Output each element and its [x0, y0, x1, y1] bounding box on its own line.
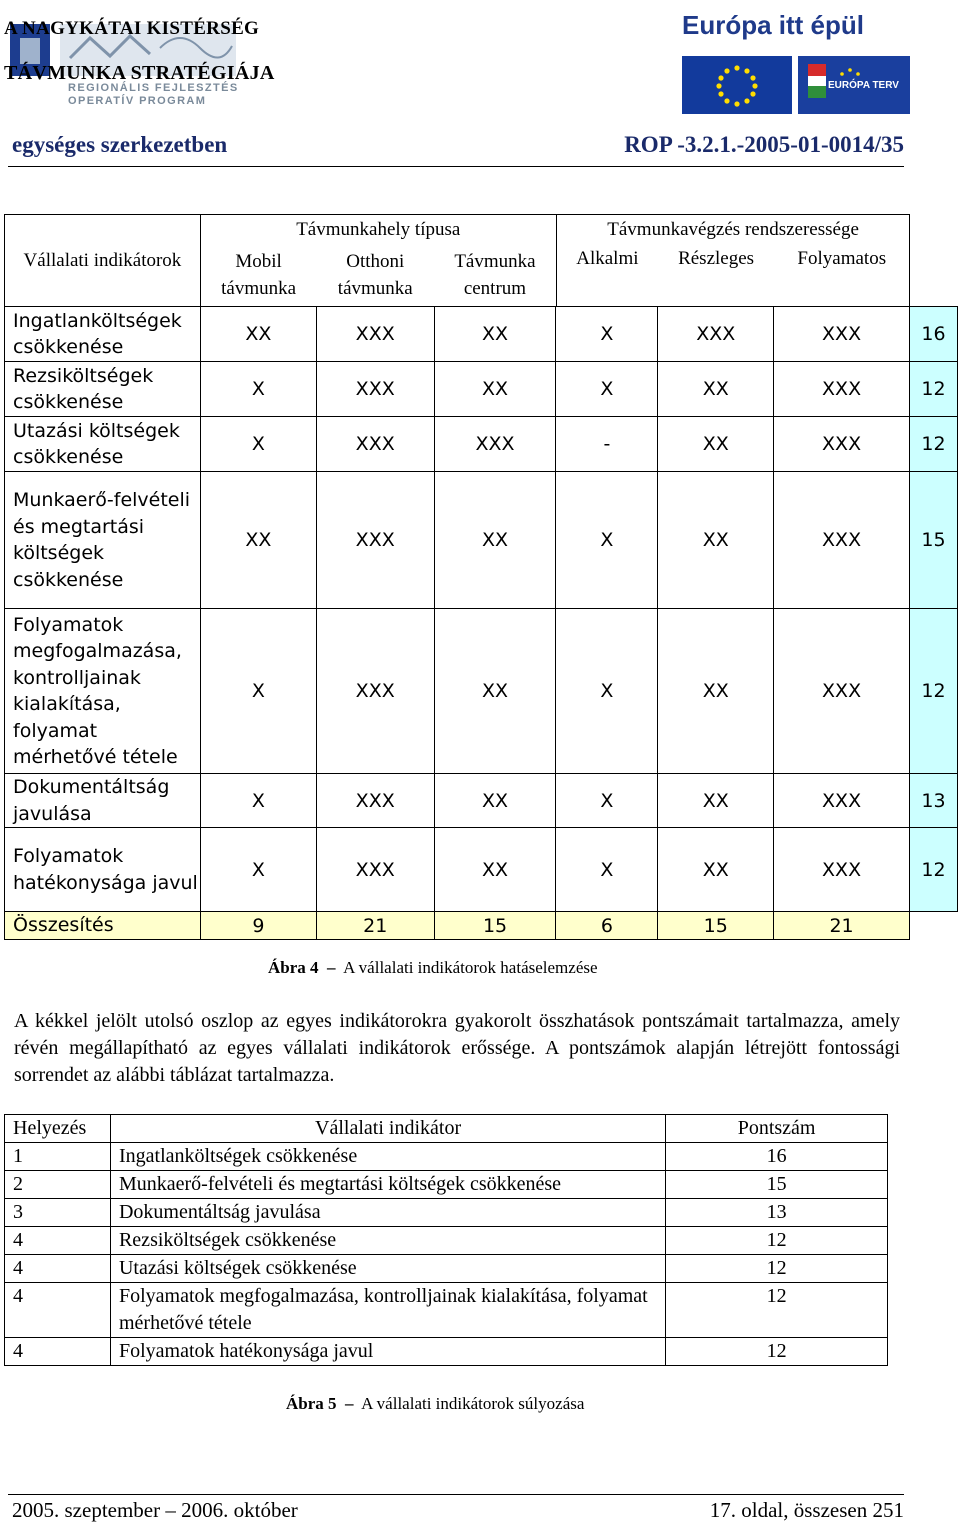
- eu-flag-icon: [682, 56, 792, 114]
- table2-row: [5, 1199, 888, 1227]
- table1-summary-label: Összesítés: [5, 912, 201, 940]
- table1-score-cell: 13: [909, 774, 957, 828]
- table1-row-label: Rezsiköltségek csökkenése: [5, 362, 201, 417]
- table1-cell: XXX: [316, 472, 434, 609]
- table2-score-cell: 16: [666, 1143, 888, 1171]
- ranking-table: [4, 1114, 888, 1366]
- figure5-number: Ábra 5: [286, 1394, 337, 1413]
- table2-row: [5, 1338, 888, 1366]
- table1-group-header-regularity: Távmunkavégzés rendszeressége: [556, 215, 910, 245]
- table1-summary-cell: 21: [774, 912, 910, 940]
- table1-row: [5, 417, 958, 472]
- figure4-text: A vállalati indikátorok hatáselemzése: [343, 958, 598, 977]
- figure5-text: A vállalati indikátorok súlyozása: [361, 1394, 585, 1413]
- impact-table: [4, 214, 958, 307]
- table1-score-cell: 12: [909, 609, 957, 774]
- table2-score-cell: 12: [666, 1283, 888, 1338]
- table1-score-cell: 12: [909, 828, 957, 912]
- table1-cell: XXX: [316, 828, 434, 912]
- table1-row: [5, 609, 958, 774]
- table1-row-label: Folyamatok hatékonysága javul: [5, 828, 201, 912]
- table1-score-cell: 16: [909, 307, 957, 362]
- table1-summary-row: [5, 912, 958, 940]
- europa-slogan: Európa itt épül: [682, 10, 864, 40]
- table1-cell: XXX: [316, 417, 434, 472]
- table2-score-cell: 13: [666, 1199, 888, 1227]
- table2-rank-cell: 4: [5, 1283, 111, 1338]
- table2-indicator-cell: Utazási költségek csökkenése: [110, 1255, 665, 1283]
- table1-row: [5, 307, 958, 362]
- header-title-line2: TÁVMUNKA STRATÉGIÁJA: [4, 62, 275, 84]
- table1-row-label: Utazási költségek csökkenése: [5, 417, 201, 472]
- table1-cell: XXX: [774, 828, 910, 912]
- table1-cell: XX: [658, 828, 774, 912]
- table1-cell: XXX: [774, 417, 910, 472]
- table1-cell: XX: [434, 774, 556, 828]
- table2-indicator-cell: Munkaerő-felvételi és megtartási költségek csökkenése: [110, 1171, 665, 1199]
- impact-table-body: [4, 306, 958, 940]
- table2-row: [5, 1171, 888, 1199]
- footer-page: 17. oldal, összesen 251: [709, 1498, 904, 1522]
- table1-row-label: Ingatlanköltségek csökkenése: [5, 307, 201, 362]
- table1-row: [5, 828, 958, 912]
- table1-summary-cell: 6: [556, 912, 658, 940]
- table1-score-cell: 15: [909, 472, 957, 609]
- table1-score-cell: 12: [909, 362, 957, 417]
- table2-row: [5, 1143, 888, 1171]
- footer-divider: [8, 1494, 904, 1495]
- table2-score-cell: 12: [666, 1227, 888, 1255]
- figure5-caption: [286, 1394, 584, 1414]
- logo-left-line1: REGIONÁLIS FEJLESZTÉS: [68, 82, 239, 94]
- table1-cell: XX: [200, 472, 316, 609]
- table1-cell: XX: [658, 417, 774, 472]
- europa-logo: [680, 4, 912, 114]
- table2-row: [5, 1227, 888, 1255]
- table1-cell: XXX: [316, 774, 434, 828]
- table2-rank-cell: 4: [5, 1338, 111, 1366]
- table1-cell: XXX: [316, 307, 434, 362]
- table1-cell: XX: [658, 774, 774, 828]
- header-title-line1: A NAGYKÁTAI KISTÉRSÉG: [4, 18, 260, 39]
- table1-row-label: Folyamatok megfogalmazása, kontrolljainak kialakítása, folyamat mérhetővé tétele: [5, 609, 201, 774]
- table1-cell: XXX: [774, 362, 910, 417]
- table2-indicator-cell: Rezsiköltségek csökkenése: [110, 1227, 665, 1255]
- table1-summary-cell: 21: [316, 912, 434, 940]
- table1-cell: XX: [200, 307, 316, 362]
- table1-cell: XX: [658, 472, 774, 609]
- table1-cell: XX: [434, 307, 556, 362]
- table1-cell: XX: [434, 609, 556, 774]
- table1-cell: XX: [434, 362, 556, 417]
- table2-row: [5, 1283, 888, 1338]
- figure4-number: Ábra 4: [268, 958, 319, 977]
- table1-cell: XXX: [434, 417, 556, 472]
- table1-col-header: Mobil távmunka: [200, 245, 316, 307]
- table2-rank-cell: 3: [5, 1199, 111, 1227]
- header-subtitle-left: egységes szerkezetben: [12, 132, 228, 157]
- table1-cell: X: [200, 609, 316, 774]
- figure5-dash: –: [345, 1394, 354, 1413]
- table1-cell: XXX: [774, 774, 910, 828]
- table1-cell: X: [200, 828, 316, 912]
- table1-summary-cell: 15: [658, 912, 774, 940]
- logo-left-line2: OPERATÍV PROGRAM: [68, 95, 207, 107]
- table1-cell: X: [556, 307, 658, 362]
- table1-cell: X: [556, 609, 658, 774]
- table1-corner-header: Vállalati indikátorok: [5, 215, 201, 307]
- table1-col-header: Alkalmi: [556, 245, 658, 307]
- table2-row: [5, 1255, 888, 1283]
- table1-cell: XX: [658, 362, 774, 417]
- table1-cell: X: [556, 828, 658, 912]
- table1-summary-cell: 9: [200, 912, 316, 940]
- table1-col-header: Távmunka centrum: [434, 245, 556, 307]
- table1-row: [5, 774, 958, 828]
- figure4-caption: [268, 958, 598, 978]
- table1-cell: XX: [658, 609, 774, 774]
- table1-cell: X: [200, 774, 316, 828]
- table1-col-header: Folyamatos: [774, 245, 910, 307]
- table2-rank-cell: 1: [5, 1143, 111, 1171]
- table1-score-cell: 12: [909, 417, 957, 472]
- table1-cell: X: [556, 472, 658, 609]
- table2-indicator-cell: Folyamatok hatékonysága javul: [110, 1338, 665, 1366]
- table1-cell: XXX: [316, 362, 434, 417]
- table1-col-header: Részleges: [658, 245, 774, 307]
- table2-indicator-cell: Dokumentáltság javulása: [110, 1199, 665, 1227]
- header-divider: [8, 166, 904, 167]
- table1-row-label: Dokumentáltság javulása: [5, 774, 201, 828]
- table1-cell: XX: [434, 472, 556, 609]
- table1-group-header-type: Távmunkahely típusa: [200, 215, 556, 245]
- table2-header-rank: Helyezés: [5, 1115, 111, 1143]
- table1-cell: XXX: [774, 307, 910, 362]
- table2-header-indicator: Vállalati indikátor: [110, 1115, 665, 1143]
- table2-indicator-cell: Ingatlanköltségek csökkenése: [110, 1143, 665, 1171]
- table2-rank-cell: 2: [5, 1171, 111, 1199]
- table1-col-header: Otthoni távmunka: [316, 245, 434, 307]
- table1-summary-spacer: [909, 912, 957, 940]
- table1-row-label: Munkaerő-felvételi és megtartási költségek csökkenése: [5, 472, 201, 609]
- table1-row: [5, 362, 958, 417]
- table2-score-cell: 15: [666, 1171, 888, 1199]
- table1-cell: -: [556, 417, 658, 472]
- table1-cell: X: [200, 362, 316, 417]
- table2-score-cell: 12: [666, 1338, 888, 1366]
- table1-cell: XXX: [658, 307, 774, 362]
- table2-header-score: Pontszám: [666, 1115, 888, 1143]
- header-subtitle-right: ROP -3.2.1.-2005-01-0014/35: [624, 132, 904, 157]
- table1-cell: XXX: [316, 609, 434, 774]
- table2-indicator-cell: Folyamatok megfogalmazása, kontrolljainak kialakítása, folyamat mérhetővé tétele: [110, 1283, 665, 1338]
- table1-cell: XX: [434, 828, 556, 912]
- table1-summary-cell: 15: [434, 912, 556, 940]
- figure4-dash: –: [327, 958, 336, 977]
- body-paragraph: A kékkel jelölt utolsó oszlop az egyes indikátorokra gyakorolt összhatások pontszámait tartalmazza, amely révén megállapítható az egyes vállalati indikátorok erőssége. A pontszámok alapján létrejött fontossági sorrendet az alábbi táblázat tartalmazza.: [14, 1010, 900, 1086]
- table1-cell: X: [556, 362, 658, 417]
- table2-rank-cell: 4: [5, 1255, 111, 1283]
- table2-rank-cell: 4: [5, 1227, 111, 1255]
- table1-cell: XXX: [774, 609, 910, 774]
- europa-terv-label: EURÓPA TERV: [828, 80, 899, 91]
- footer-date: 2005. szeptember – 2006. október: [12, 1498, 298, 1522]
- table1-header-spacer: [910, 215, 958, 307]
- table1-cell: X: [556, 774, 658, 828]
- table1-row: [5, 472, 958, 609]
- table1-cell: XXX: [774, 472, 910, 609]
- table2-score-cell: 12: [666, 1255, 888, 1283]
- table1-cell: X: [200, 417, 316, 472]
- europa-terv-badge: [798, 56, 910, 114]
